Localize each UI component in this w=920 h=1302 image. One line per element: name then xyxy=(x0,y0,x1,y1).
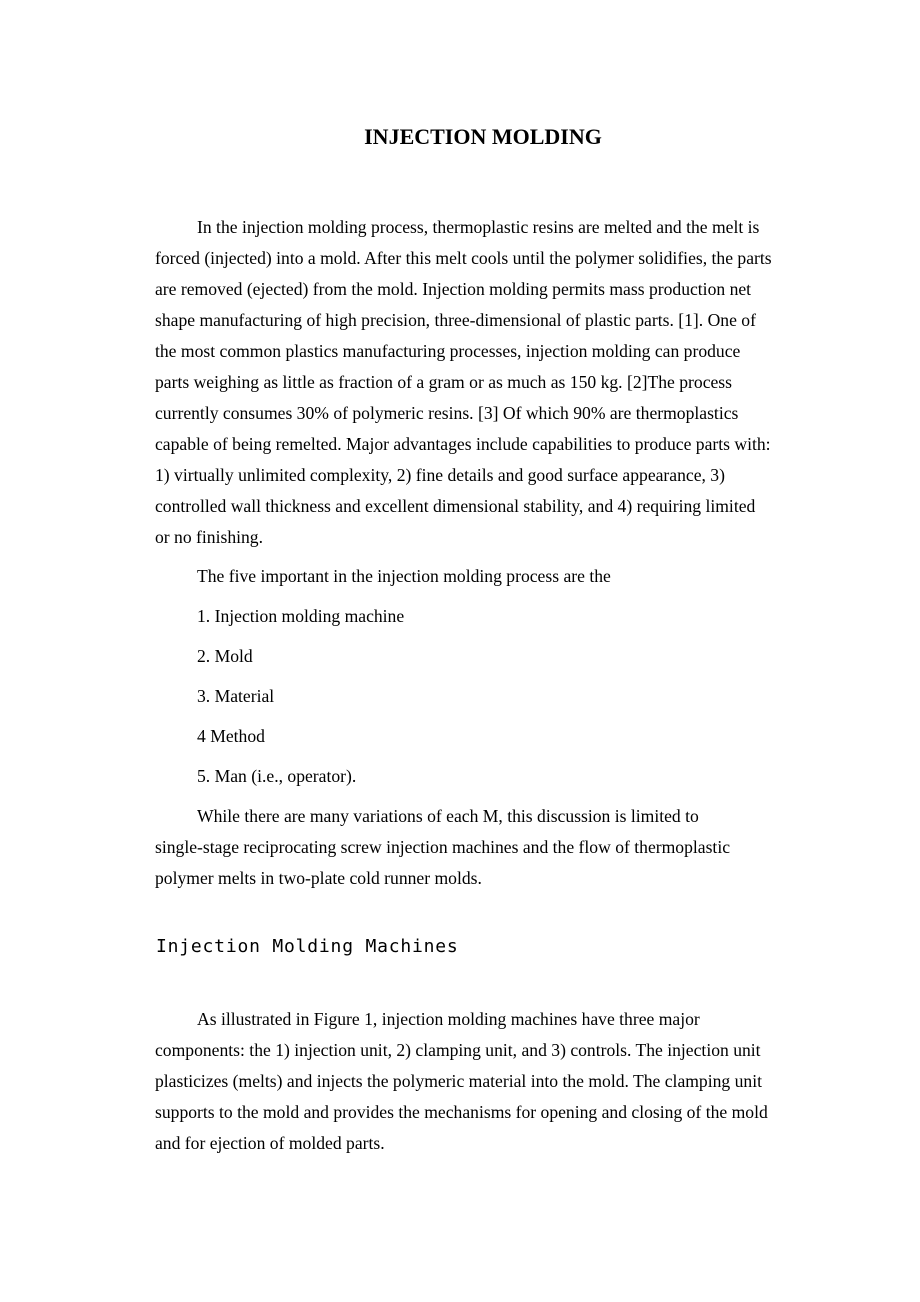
page-title: INJECTION MOLDING xyxy=(364,124,602,149)
paragraph-line: polymer melts in two-plate cold runner molds. xyxy=(155,868,482,888)
list-item: 1. Injection molding machine xyxy=(197,606,405,626)
paragraph-line: the most common plastics manufacturing processes, injection molding can produce xyxy=(155,341,741,361)
paragraph-line: capable of being remelted. Major advantages include capabilities to produce parts with: xyxy=(155,434,771,454)
section-heading: Injection Molding Machines xyxy=(156,936,459,957)
paragraph-line: or no finishing. xyxy=(155,527,264,547)
paragraph-line: are removed (ejected) from the mold. Injection molding permits mass production net xyxy=(155,279,752,299)
paragraph-line: In the injection molding process, thermoplastic resins are melted and the melt is xyxy=(197,217,760,237)
paragraph-line: plasticizes (melts) and injects the polymeric material into the mold. The clamping unit xyxy=(155,1071,762,1091)
paragraph-line: parts weighing as little as fraction of a gram or as much as 150 kg. [2]The process xyxy=(155,372,733,392)
machines-paragraph xyxy=(155,1004,815,1159)
list-item: 5. Man (i.e., operator). xyxy=(197,766,357,786)
list-intro: The five important in the injection molding process are the xyxy=(197,566,611,586)
list-item: 2. Mold xyxy=(197,646,253,666)
list-item: 3. Material xyxy=(197,686,275,706)
paragraph-line: components: the 1) injection unit, 2) clamping unit, and 3) controls. The injection unit xyxy=(155,1040,761,1060)
paragraph-line: and for ejection of molded parts. xyxy=(155,1133,385,1153)
paragraph-line: shape manufacturing of high precision, three-dimensional of plastic parts. [1]. One of xyxy=(155,310,756,330)
paragraph-line: 1) virtually unlimited complexity, 2) fine details and good surface appearance, 3) xyxy=(155,465,725,485)
paragraph-line: single-stage reciprocating screw injection machines and the flow of thermoplastic xyxy=(155,837,731,857)
paragraph-line: While there are many variations of each M, this discussion is limited to xyxy=(197,806,699,826)
paragraph-line: As illustrated in Figure 1, injection molding machines have three major xyxy=(197,1009,700,1029)
list-item: 4 Method xyxy=(197,726,265,746)
variation-paragraph xyxy=(155,801,815,894)
paragraph-line: currently consumes 30% of polymeric resins. [3] Of which 90% are thermoplastics xyxy=(155,403,739,423)
paragraph-line: forced (injected) into a mold. After this melt cools until the polymer solidifies, the parts xyxy=(155,248,772,268)
paragraph-line: supports to the mold and provides the mechanisms for opening and closing of the mold xyxy=(155,1102,768,1122)
paragraph-line: controlled wall thickness and excellent dimensional stability, and 4) requiring limited xyxy=(155,496,756,516)
intro-paragraph xyxy=(155,212,815,553)
